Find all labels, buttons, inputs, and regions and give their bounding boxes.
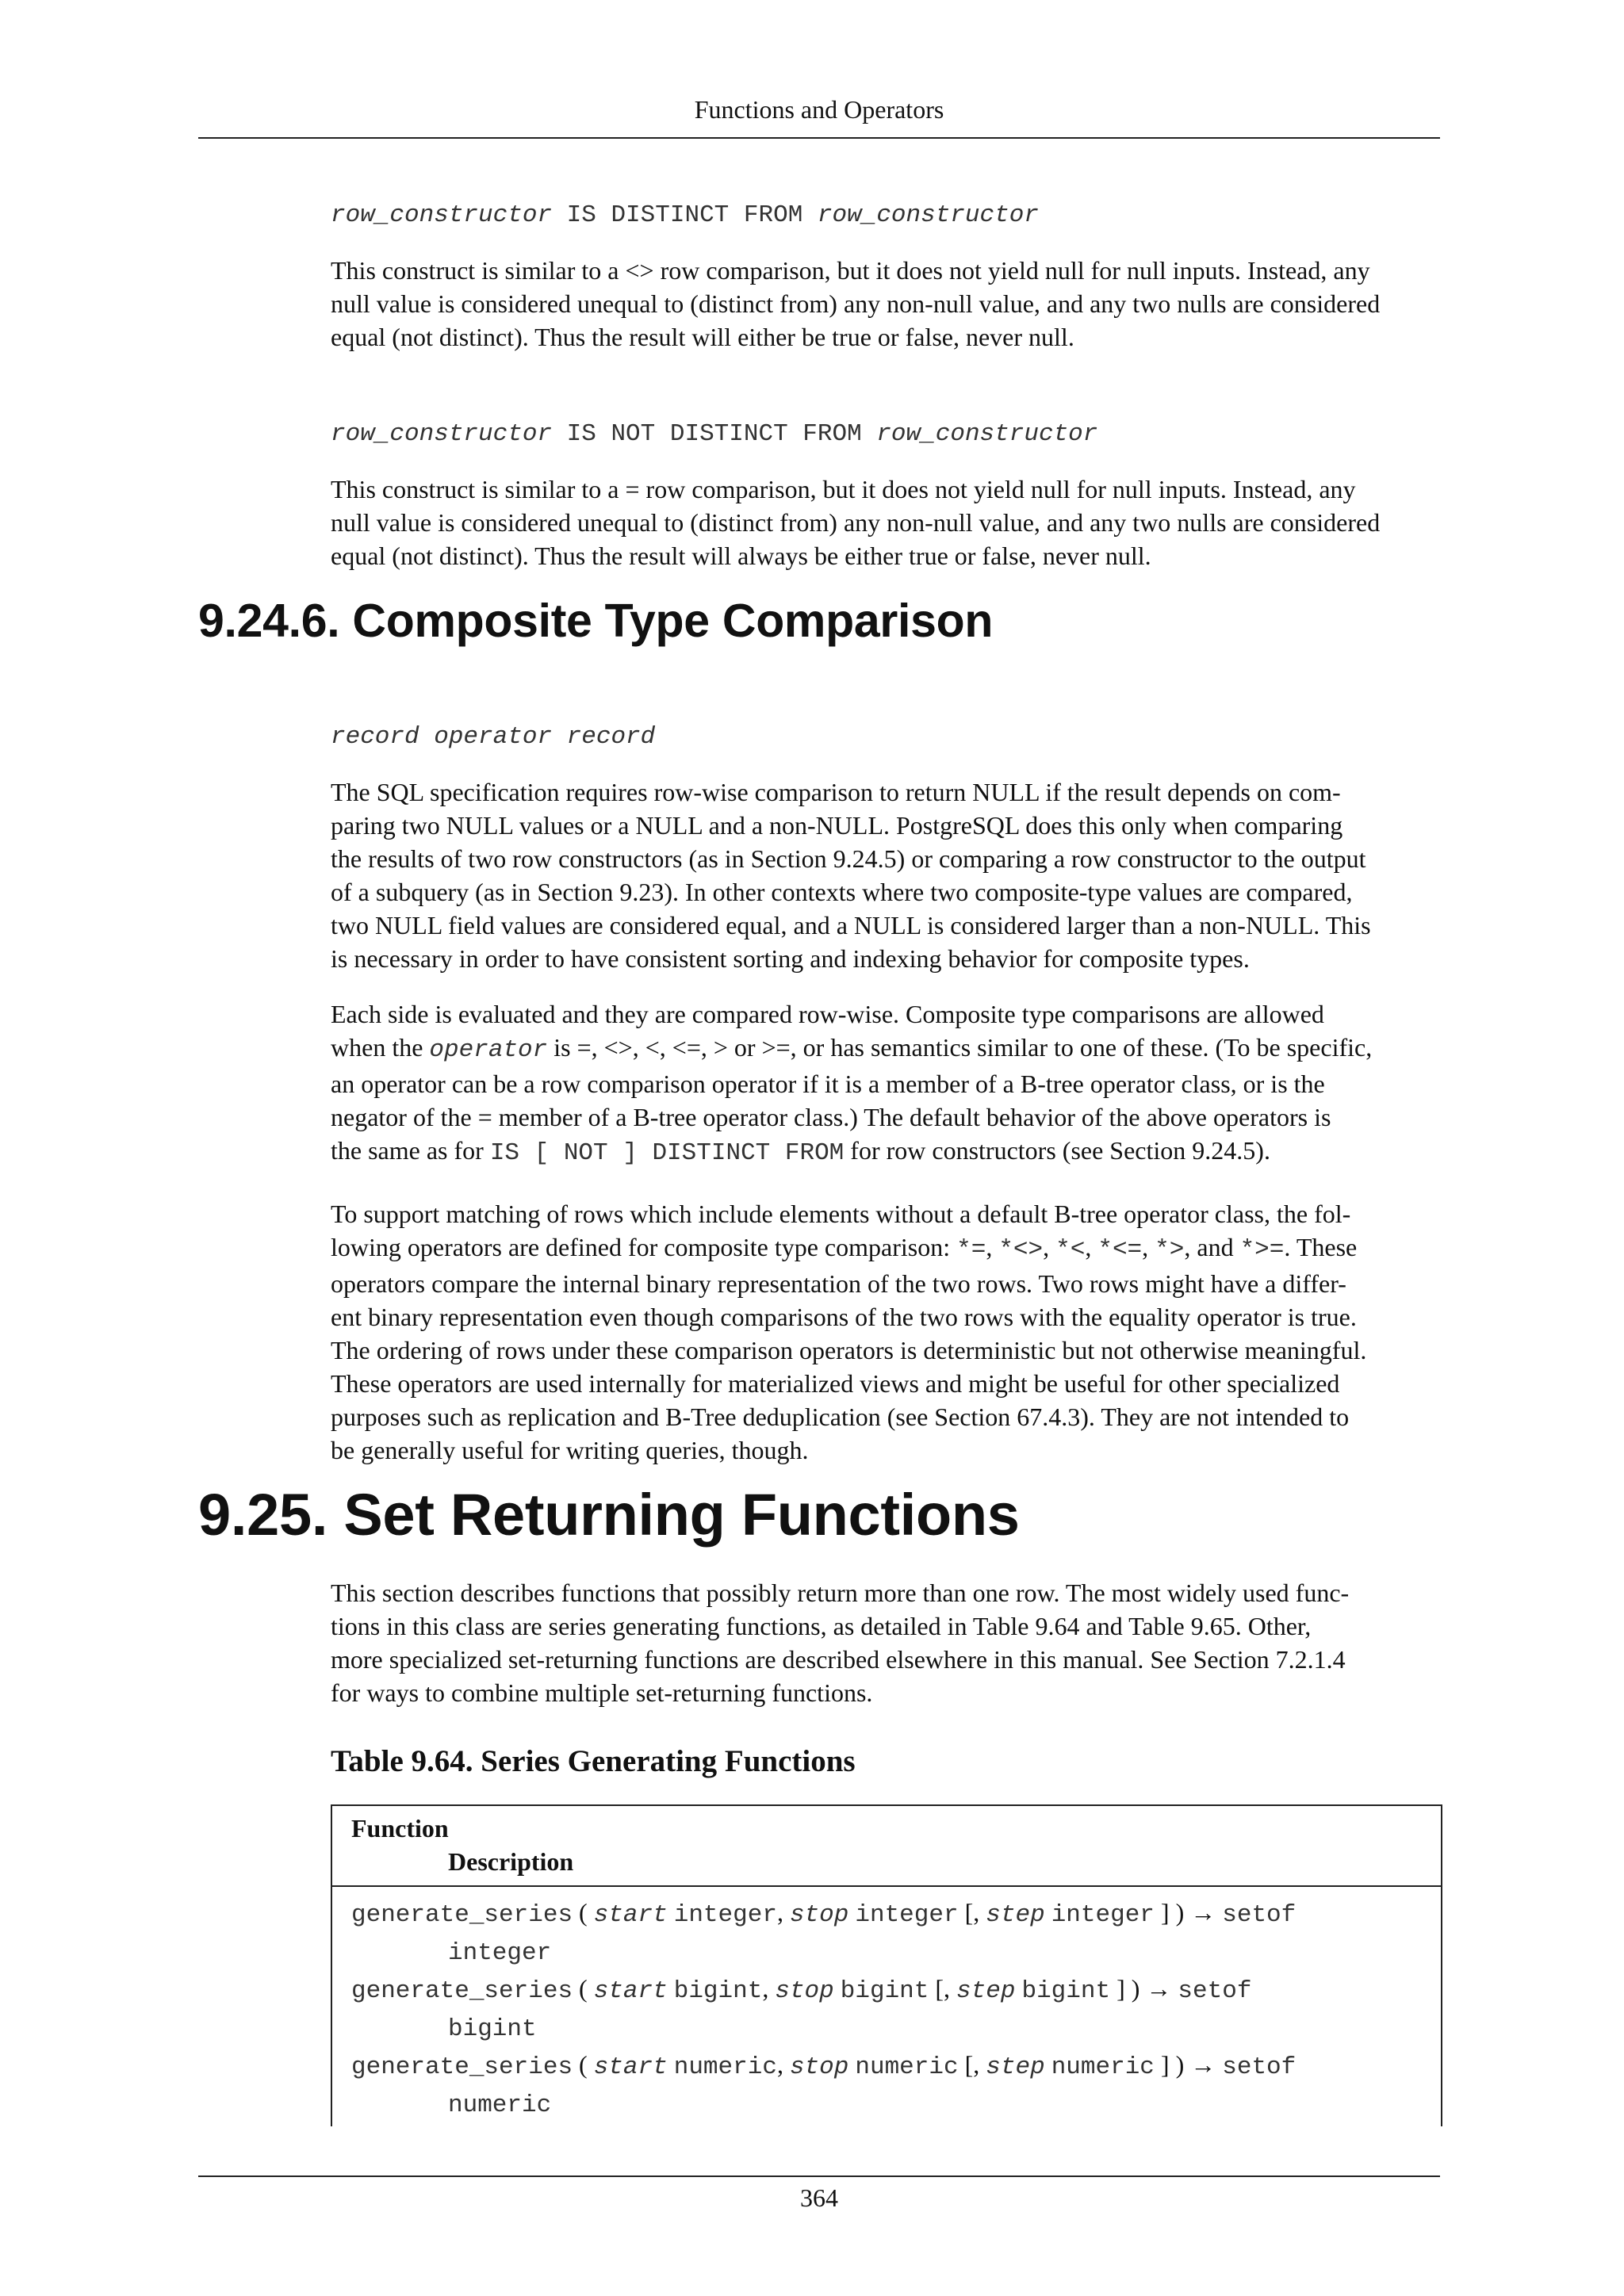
text-line: lowing operators are defined for composite type comparison: *=, *<>, *<, *<=, *>, and *>=. These [331,1233,1358,1264]
parameter-type: numeric [673,2053,777,2081]
text-line: This construct is similar to a <> row comparison, but it does not yield null for null inputs. Instead, any [331,256,1370,285]
parameter-type: integer [855,1901,959,1929]
footer-rule [198,2175,1440,2177]
syntax-placeholder: row_constructor [331,201,553,229]
parameter-type: numeric [855,2053,959,2081]
text-line: equal (not distinct). Thus the result will always be either true or false, never null. [331,541,1151,570]
inline-code-operator: *< [1055,1236,1086,1264]
text-line: The SQL specification requires row-wise comparison to return NULL if the result depends on com- [331,778,1341,806]
parameter-type: integer [1051,1901,1155,1929]
section-heading-set-returning-functions: 9.25. Set Returning Functions [198,1482,1020,1548]
series-generating-functions-table [331,1804,1442,2126]
function-name: generate_series [351,1901,573,1929]
text-fragment: . These [1284,1233,1358,1261]
header-rule [198,137,1440,139]
parameter-name: stop [789,1901,849,1929]
return-keyword: setof [1222,2053,1297,2081]
return-type-line [351,1933,1422,1971]
parameter-type: bigint [1021,1977,1111,2005]
text-line: is necessary in order to have consistent sorting and indexing behavior for composite types. [331,944,1250,973]
text-line: This construct is similar to a = row comparison, but it does not yield null for null inputs. Instead, any [331,475,1356,503]
synopsis-is-not-distinct-from [331,415,1097,450]
text-line: This section describes functions that possibly return more than one row. The most widely used func- [331,1578,1350,1607]
inline-code-operator: *<= [1097,1236,1143,1264]
inline-code-operator: *>= [1239,1236,1285,1264]
running-header: Functions and Operators [694,95,944,124]
text-line: the results of two row constructors (as in Section 9.24.5) or comparing a row constructor to the output [331,844,1366,873]
inline-code-operator: *<> [998,1236,1044,1264]
paragraph-is-distinct-from [331,254,1441,354]
text-line: be generally useful for writing queries, though. [331,1436,809,1464]
text-line: more specialized set-returning functions are described elsewhere in this manual. See Section 7.2.1.4 [331,1645,1346,1674]
return-type: bigint [448,2015,537,2043]
text-line: ent binary representation even though comparisons of the two rows with the equality operator is true. [331,1303,1357,1331]
parameter-type: bigint [840,1977,929,2005]
paragraph-binary-comparison-operators [331,1197,1441,1467]
inline-code-operator: *= [956,1236,986,1264]
syntax-placeholder: row_constructor [876,420,1098,448]
column-header-description: Description [448,1847,574,1876]
text-line: Each side is evaluated and they are compared row-wise. Composite type comparisons are allowed [331,1000,1324,1028]
text-line: equal (not distinct). Thus the result will either be true or false, never null. [331,323,1074,351]
parameter-name: start [593,1901,668,1929]
paragraph-composite-operators [331,997,1441,1170]
syntax-placeholder: row_constructor [331,420,553,448]
parameter-name: step [986,1901,1045,1929]
return-type-line [351,2009,1422,2047]
syntax-keyword: IS NOT DISTINCT FROM [552,420,877,448]
text-line: negator of the = member of a B-tree operator class.) The default behavior of the above operators is [331,1103,1331,1131]
text-fragment: and [1197,1233,1240,1261]
text-line: an operator can be a row comparison operator if it is a member of a B-tree operator class, or is the [331,1070,1325,1098]
text-line: null value is considered unequal to (distinct from) any non-null value, and any two nulls are considered [331,508,1381,537]
synopsis-is-distinct-from [331,197,1039,232]
return-keyword: setof [1222,1901,1297,1929]
table-title: Table 9.64. Series Generating Functions [331,1744,856,1778]
parameter-name: step [986,2053,1045,2081]
text-line: null value is considered unequal to (distinct from) any non-null value, and any two nulls are considered [331,289,1381,318]
text-line: paring two NULL values or a NULL and a non-NULL. PostgreSQL does this only when comparing [331,811,1343,840]
parameter-type: numeric [1051,2053,1155,2081]
text-line [331,1134,1441,1170]
text-fragment: for row constructors (see Section 9.24.5). [844,1136,1270,1165]
function-name: generate_series [351,2053,573,2081]
return-keyword: setof [1178,1977,1252,2005]
table-row [351,1895,1422,1971]
function-name: generate_series [351,1977,573,2005]
paragraph-composite-null-semantics [331,775,1441,975]
return-type: numeric [448,2091,552,2119]
parameter-type: bigint [673,1977,763,2005]
text-line: To support matching of rows which include elements without a default B-tree operator class, the fol- [331,1200,1351,1228]
text-fragment: when the [331,1033,430,1062]
paragraph-srf-intro [331,1576,1441,1709]
parameter-name: start [593,2053,668,2081]
function-signature: generate_series ( start numeric, stop numeric [, step numeric ] ) → setof [351,2050,1297,2081]
parameter-type: integer [673,1901,777,1929]
function-signature: generate_series ( start bigint, stop bigint [, step bigint ] ) → setof [351,1974,1252,2005]
text-line: two NULL field values are considered equal, and a NULL is considered larger than a non-NULL. This [331,911,1371,939]
table-header [332,1806,1441,1887]
paragraph-is-not-distinct-from [331,473,1441,572]
text-line: tions in this class are series generating functions, as detailed in Table 9.64 and Table 9.65. Other, [331,1612,1312,1640]
text-line [331,1031,1441,1067]
inline-code-placeholder: operator [429,1036,548,1064]
page-number: 364 [800,2183,838,2212]
text-line: operators compare the internal binary representation of the two rows. Two rows might have a differ- [331,1269,1346,1298]
parameter-name: stop [789,2053,849,2081]
text-line: of a subquery (as in Section 9.23). In other contexts where two composite-type values are compared, [331,878,1353,906]
inline-code-operator: *> [1155,1236,1185,1264]
syntax-placeholder: row_constructor [817,201,1039,229]
table-row [351,2047,1422,2123]
parameter-name: step [956,1977,1016,2005]
text-line: for ways to combine multiple set-returning functions. [331,1678,873,1707]
function-signature: generate_series ( start integer, stop integer [, step integer ] ) → setof [351,1898,1297,1929]
text-fragment: the same as for [331,1136,490,1165]
parameter-name: stop [775,1977,834,2005]
parameter-name: start [593,1977,668,2005]
section-heading-composite-type-comparison: 9.24.6. Composite Type Comparison [198,595,994,647]
text-line: The ordering of rows under these comparison operators is deterministic but not otherwise meaningful. [331,1336,1367,1364]
syntax-keyword: IS DISTINCT FROM [552,201,818,229]
synopsis-record-operator-record [331,718,655,753]
table-row [351,1971,1422,2047]
text-line: These operators are used internally for materialized views and might be useful for other specialized [331,1369,1340,1398]
inline-code: IS [ NOT ] DISTINCT FROM [489,1139,845,1167]
text-line: purposes such as replication and B-Tree deduplication (see Section 67.4.3). They are not intended to [331,1402,1350,1431]
return-type: integer [448,1939,552,1967]
text-fragment: lowing operators are defined for composite type comparison: [331,1233,957,1261]
return-type-line [351,2085,1422,2123]
text-fragment: is =, <>, <, <=, > or >=, or has semantics similar to one of these. (To be specific, [547,1033,1373,1062]
column-header-function: Function [351,1814,449,1843]
syntax-placeholder: record operator record [331,723,656,751]
